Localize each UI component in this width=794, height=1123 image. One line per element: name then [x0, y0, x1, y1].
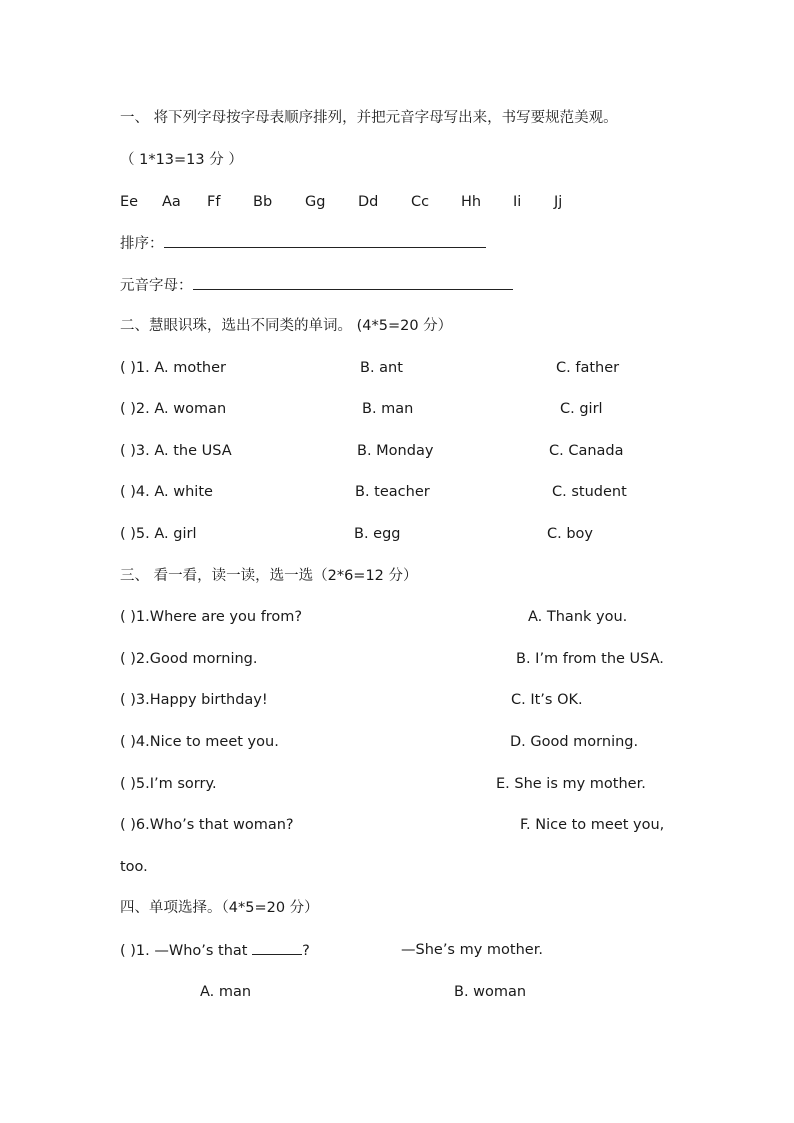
section1-score: （ 1*13=13 分 ） — [120, 152, 243, 168]
question-item: ( )1. A. mother — [120, 360, 227, 376]
match-answer: D. Good morning. — [510, 734, 639, 750]
match-answer-wrap: too. — [120, 859, 148, 875]
option-b: B. egg — [354, 526, 401, 542]
dialogue-answer: —She’s my mother. — [401, 942, 543, 958]
question-text: ( )1. —Who’s that — [120, 943, 248, 959]
question-item: ( )2. A. woman — [120, 401, 227, 417]
letter: Hh — [461, 194, 482, 210]
section4-heading: 四、单项选择。（4*5=20 分） — [120, 900, 319, 916]
option-c: C. father — [556, 360, 620, 376]
option-b: B. ant — [360, 360, 403, 376]
order-label: 排序： — [120, 236, 164, 252]
letter: Jj — [554, 194, 563, 210]
question-item: ( )6.Who’s that woman? — [120, 817, 294, 833]
question-item: ( )3.Happy birthday! — [120, 692, 268, 708]
match-answer: A. Thank you. — [528, 609, 628, 625]
option-c: C. boy — [547, 526, 593, 542]
option-b: B. teacher — [355, 484, 430, 500]
letter: Aa — [162, 194, 181, 210]
order-row — [120, 233, 486, 254]
option-a: A. man — [200, 984, 252, 1000]
question-mark: ? — [302, 943, 310, 959]
letter: Cc — [411, 194, 430, 210]
vowel-answer-blank[interactable] — [193, 275, 513, 290]
option-c: C. Canada — [549, 443, 624, 459]
question-item — [120, 940, 310, 961]
question-item: ( )5. A. girl — [120, 526, 197, 542]
match-answer: F. Nice to meet you, — [520, 817, 665, 833]
letter: Ff — [207, 194, 221, 210]
match-answer: B. I’m from the USA. — [516, 651, 664, 667]
question-item: ( )5.I’m sorry. — [120, 776, 217, 792]
question-item: ( )4. A. white — [120, 484, 213, 500]
match-answer: E. She is my mother. — [496, 776, 646, 792]
letter: Ii — [513, 194, 522, 210]
option-b: B. Monday — [357, 443, 434, 459]
order-answer-blank[interactable] — [164, 233, 486, 248]
section2-heading: 二、慧眼识珠，选出不同类的单词。 (4*5=20 分） — [120, 318, 453, 334]
question-item: ( )3. A. the USA — [120, 443, 232, 459]
letter: Gg — [305, 194, 326, 210]
section1-heading: 一、 将下列字母按字母表顺序排列，并把元音字母写出来，书写要规范美观。 — [120, 110, 618, 126]
answer-blank[interactable] — [252, 940, 302, 955]
option-b: B. woman — [454, 984, 527, 1000]
match-answer: C. It’s OK. — [511, 692, 583, 708]
letter: Dd — [358, 194, 379, 210]
section3-heading: 三、 看一看，读一读，选一选（2*6=12 分） — [120, 568, 418, 584]
letter: Bb — [253, 194, 273, 210]
question-item: ( )4.Nice to meet you. — [120, 734, 279, 750]
vowel-row — [120, 275, 513, 296]
option-c: C. girl — [560, 401, 603, 417]
vowel-label: 元音字母： — [120, 278, 193, 294]
question-item: ( )2.Good morning. — [120, 651, 258, 667]
question-item: ( )1.Where are you from? — [120, 609, 303, 625]
option-c: C. student — [552, 484, 627, 500]
option-b: B. man — [362, 401, 414, 417]
letter: Ee — [120, 194, 139, 210]
